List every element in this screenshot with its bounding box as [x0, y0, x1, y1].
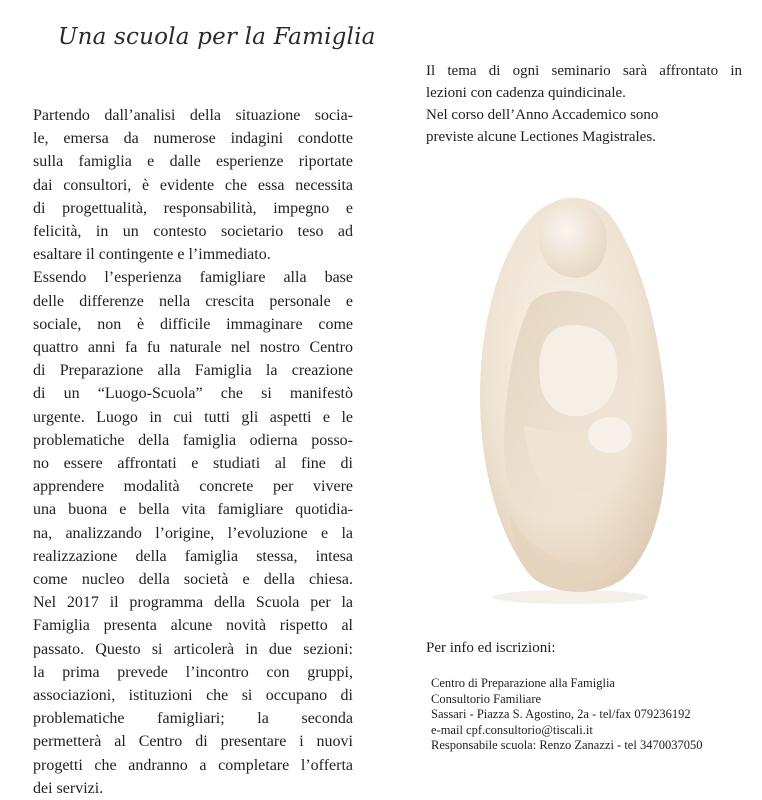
info-heading: Per info ed iscrizioni: — [426, 640, 556, 656]
text-line: dai consultori, è evidente che essa necessita — [33, 176, 353, 194]
text-line: progetti che andranno a completare l’offerta — [33, 756, 353, 774]
text-line: permetterà al Centro di presentare i nuovi — [33, 733, 353, 751]
contact-block — [431, 676, 702, 754]
contact-organization: Centro di Preparazione alla Famiglia — [431, 676, 615, 690]
text-line: problematiche della famiglia odierna posso- — [33, 431, 353, 449]
text-line: come nucleo della società e della chiesa. — [33, 571, 353, 589]
text-line: dei servizi. — [33, 779, 104, 797]
text-line: Nel 2017 il programma della Scuola per la — [33, 594, 353, 612]
text-line: sulla famiglia e dalle esperienze riportate — [33, 153, 353, 171]
text-line: una buona e bella vita famigliare quotidia- — [33, 501, 353, 519]
page-title: Una scuola per la Famiglia — [58, 24, 376, 50]
intro-text — [33, 104, 353, 800]
holy-family-statue-icon — [460, 185, 680, 605]
contact-department: Consultorio Familiare — [431, 691, 542, 706]
contact-address: Sassari - Piazza S. Agostino, 2a - tel/fax 079236192 — [431, 707, 691, 722]
seminar-info — [426, 60, 742, 148]
text-line: di un “Luogo-Scuola” che si manifestò — [33, 385, 353, 403]
holy-family-statue-icon — [460, 185, 680, 605]
text-line: esaltare il contingente e l’immediato. — [33, 246, 271, 264]
text-line: realizzazione della famiglia stessa, intesa — [33, 547, 353, 565]
text-line: felicità, in un contesto societario teso ad — [33, 223, 353, 241]
text-line: la prima prevede l’incontro con gruppi, — [33, 663, 353, 681]
text-line: associazioni, istituzioni che si occupano di — [33, 687, 353, 705]
text-line: sociale, non è difficile immaginare come — [33, 315, 353, 333]
intro-paragraph — [33, 104, 353, 800]
text-line: Partendo dall’analisi della situazione socia- — [33, 107, 353, 124]
text-line: previste alcune Lectiones Magistrales. — [426, 129, 656, 145]
contact-responsible: Responsabile scuola: Renzo Zanazzi - tel 3470037050 — [431, 738, 703, 753]
text-line: delle differenze nella crescita personale e — [33, 292, 353, 310]
text-line: lezioni con cadenza quindicinale. — [426, 85, 626, 101]
text-line: passato. Questo si articolerà in due sezioni: — [33, 640, 353, 658]
text-line: le, emersa da numerose indagini condotte — [33, 130, 353, 148]
text-line: urgente. Luogo in cui tutti gli aspetti e le — [33, 408, 353, 426]
text-line: Il tema di ogni seminario sarà affrontato in — [426, 63, 742, 79]
text-line: apprendere modalità concrete per vivere — [33, 478, 353, 496]
text-line: no essere affrontati e studiati al fine di — [33, 455, 353, 473]
text-line: problematiche famigliari; la seconda — [33, 710, 353, 728]
text-line: Famiglia presenta alcune novità rispetto al — [33, 617, 353, 635]
text-line: di Preparazione alla Famiglia la creazione — [33, 362, 353, 380]
text-line: Nel corso dell’Anno Accademico sono — [426, 107, 659, 123]
text-line: di progettualità, responsabilità, impegno e — [33, 199, 353, 217]
contact-email[interactable]: e-mail cpf.consultorio@tiscali.it — [431, 722, 593, 737]
text-line: quattro anni fa fu naturale nel nostro Centro — [33, 339, 353, 357]
text-line: na, analizzando l’origine, l’evoluzione e la — [33, 524, 353, 542]
text-line: Essendo l’esperienza famigliare alla base — [33, 269, 353, 287]
